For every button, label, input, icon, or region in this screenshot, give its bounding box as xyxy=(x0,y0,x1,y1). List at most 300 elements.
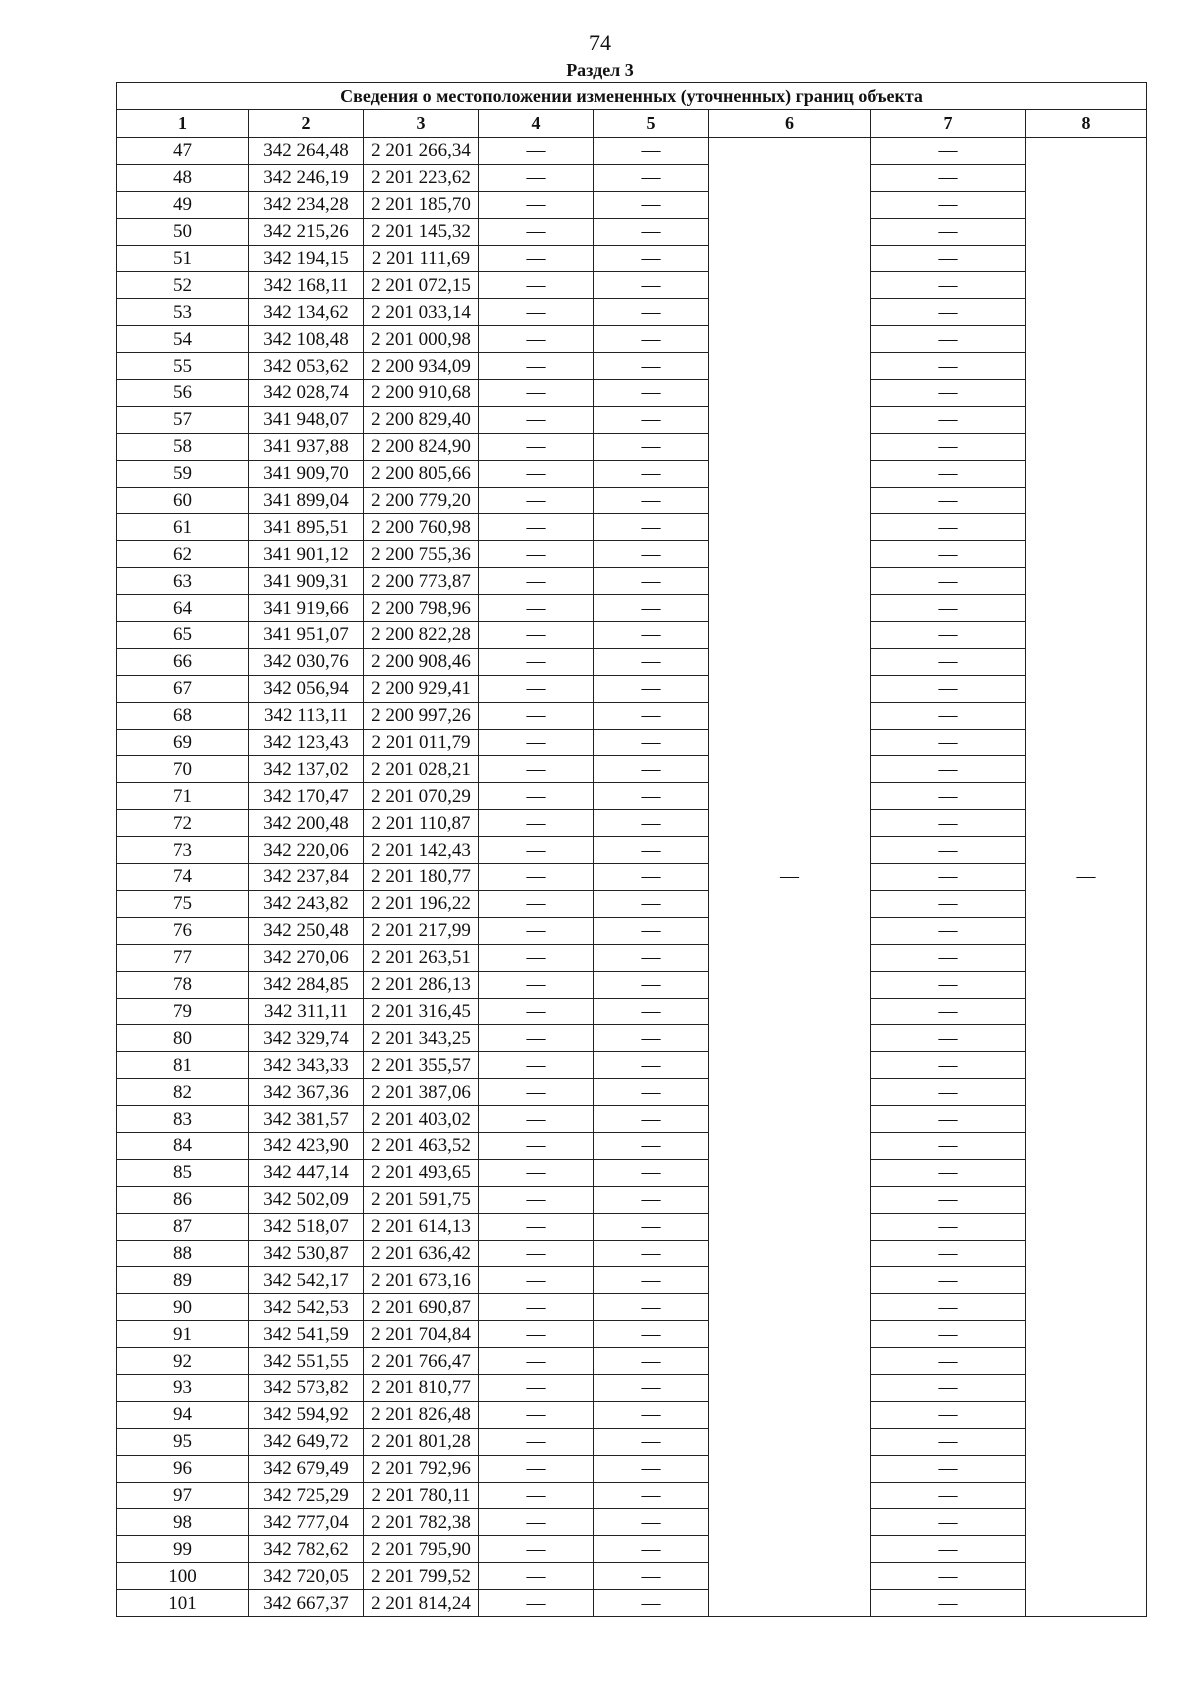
column-7-cell xyxy=(871,1321,1026,1348)
coordinate-x: 342 447,14 xyxy=(249,1159,364,1186)
dash-mark: — xyxy=(641,140,661,162)
coordinate-y: 2 200 773,87 xyxy=(364,568,479,595)
column-4-cell xyxy=(479,1428,594,1455)
dash-mark: — xyxy=(641,866,661,888)
coordinate-y: 2 201 826,48 xyxy=(364,1401,479,1428)
column-5-cell xyxy=(594,783,709,810)
column-7-cell xyxy=(871,1590,1026,1617)
column-4-cell xyxy=(479,433,594,460)
point-number: 70 xyxy=(117,756,249,783)
table-row xyxy=(117,1025,1147,1052)
point-number: 54 xyxy=(117,326,249,353)
point-number: 97 xyxy=(117,1482,249,1509)
column-7-cell xyxy=(871,1159,1026,1186)
dash-mark: — xyxy=(938,1323,958,1345)
dash-mark: — xyxy=(526,785,546,807)
coordinate-y: 2 201 223,62 xyxy=(364,164,479,191)
column-4-cell xyxy=(479,864,594,891)
column-7-cell xyxy=(871,460,1026,487)
point-number: 55 xyxy=(117,353,249,380)
point-number: 50 xyxy=(117,218,249,245)
dash-mark: — xyxy=(938,248,958,269)
coordinate-y: 2 201 673,16 xyxy=(364,1267,479,1294)
column-5-cell xyxy=(594,299,709,326)
dash-mark: — xyxy=(526,893,546,915)
point-number: 62 xyxy=(117,541,249,568)
coordinate-x: 342 530,87 xyxy=(249,1240,364,1267)
dash-mark: — xyxy=(938,1189,958,1211)
dash-mark: — xyxy=(938,1027,958,1049)
table-row xyxy=(117,1536,1147,1563)
dash-mark: — xyxy=(526,355,546,377)
coordinate-y: 2 201 591,75 xyxy=(364,1186,479,1213)
column-5-cell xyxy=(594,1482,709,1509)
coordinate-y: 2 201 316,45 xyxy=(364,998,479,1025)
point-number: 48 xyxy=(117,164,249,191)
dash-mark: — xyxy=(641,1350,661,1372)
column-7-cell xyxy=(871,864,1026,891)
column-7-cell xyxy=(871,702,1026,729)
dash-mark: — xyxy=(641,1404,661,1426)
point-number: 49 xyxy=(117,191,249,218)
dash-mark: — xyxy=(526,167,546,189)
dash-mark: — xyxy=(526,436,546,458)
dash-mark: — xyxy=(938,597,958,619)
point-number: 64 xyxy=(117,595,249,622)
column-header: 3 xyxy=(364,110,479,138)
coordinate-y: 2 201 766,47 xyxy=(364,1348,479,1375)
dash-mark: — xyxy=(641,382,661,404)
column-header: 2 xyxy=(249,110,364,138)
column-4-cell xyxy=(479,1374,594,1401)
coordinate-x: 341 901,12 xyxy=(249,541,364,568)
column-7-cell xyxy=(871,1052,1026,1079)
dash-mark: — xyxy=(938,1269,958,1291)
column-7-cell xyxy=(871,783,1026,810)
dash-mark: — xyxy=(641,1054,661,1076)
column-7-cell xyxy=(871,1348,1026,1375)
coordinate-x: 342 250,48 xyxy=(249,917,364,944)
dash-mark: — xyxy=(938,355,958,377)
column-5-cell xyxy=(594,191,709,218)
dash-mark: — xyxy=(938,920,958,942)
column-4-cell xyxy=(479,1401,594,1428)
column-4-cell xyxy=(479,1240,594,1267)
boundary-coordinates-table xyxy=(116,82,1147,1617)
column-5-cell xyxy=(594,1321,709,1348)
column-4-cell xyxy=(479,1509,594,1536)
column-7-cell xyxy=(871,1025,1026,1052)
dash-mark: — xyxy=(526,1162,546,1184)
point-number: 66 xyxy=(117,648,249,675)
column-5-cell xyxy=(594,810,709,837)
point-number: 53 xyxy=(117,299,249,326)
column-5-cell xyxy=(594,541,709,568)
column-7-cell xyxy=(871,971,1026,998)
coordinate-y: 2 201 142,43 xyxy=(364,837,479,864)
coordinate-x: 342 137,02 xyxy=(249,756,364,783)
point-number: 57 xyxy=(117,406,249,433)
table-row xyxy=(117,380,1147,407)
point-number: 88 xyxy=(117,1240,249,1267)
column-5-cell xyxy=(594,138,709,165)
dash-mark: — xyxy=(641,920,661,942)
dash-mark: — xyxy=(938,1404,958,1426)
column-5-cell xyxy=(594,1132,709,1159)
column-4-cell xyxy=(479,460,594,487)
coordinate-y: 2 201 795,90 xyxy=(364,1536,479,1563)
column-4-cell xyxy=(479,1590,594,1617)
dash-mark: — xyxy=(938,1108,958,1130)
table-row xyxy=(117,1132,1147,1159)
column-7-cell xyxy=(871,514,1026,541)
column-4-cell xyxy=(479,1563,594,1590)
dash-mark: — xyxy=(641,732,661,754)
coordinate-x: 341 937,88 xyxy=(249,433,364,460)
table-row xyxy=(117,1482,1147,1509)
table-row xyxy=(117,917,1147,944)
column-5-cell xyxy=(594,1025,709,1052)
point-number: 69 xyxy=(117,729,249,756)
column-7-cell xyxy=(871,138,1026,165)
dash-mark: — xyxy=(526,597,546,619)
dash-mark: — xyxy=(526,1592,546,1614)
coordinate-x: 342 170,47 xyxy=(249,783,364,810)
dash-mark: — xyxy=(641,812,661,834)
dash-mark: — xyxy=(641,1081,661,1103)
dash-mark: — xyxy=(641,1242,661,1264)
coordinate-x: 342 343,33 xyxy=(249,1052,364,1079)
coordinate-y: 2 200 779,20 xyxy=(364,487,479,514)
column-7-cell xyxy=(871,675,1026,702)
dash-mark: — xyxy=(641,1135,661,1157)
dash-mark: — xyxy=(526,1377,546,1399)
dash-mark: — xyxy=(641,194,661,216)
column-7-cell xyxy=(871,1374,1026,1401)
coordinate-y: 2 201 799,52 xyxy=(364,1563,479,1590)
dash-mark: — xyxy=(526,1000,546,1022)
coordinate-y: 2 200 755,36 xyxy=(364,541,479,568)
table-row xyxy=(117,648,1147,675)
coordinate-x: 342 649,72 xyxy=(249,1428,364,1455)
column-5-cell xyxy=(594,998,709,1025)
column-7-cell xyxy=(871,1079,1026,1106)
table-row xyxy=(117,1401,1147,1428)
dash-mark: — xyxy=(526,1242,546,1264)
column-4-cell xyxy=(479,380,594,407)
dash-mark: — xyxy=(526,947,546,969)
coordinate-y: 2 201 636,42 xyxy=(364,1240,479,1267)
table-caption-row xyxy=(117,83,1147,110)
table-row xyxy=(117,810,1147,837)
column-5-cell xyxy=(594,1294,709,1321)
coordinate-y: 2 201 782,38 xyxy=(364,1509,479,1536)
point-number: 90 xyxy=(117,1294,249,1321)
dash-mark: — xyxy=(641,1511,661,1533)
table-row xyxy=(117,138,1147,165)
dash-mark: — xyxy=(938,1377,958,1399)
table-row xyxy=(117,1052,1147,1079)
coordinate-y: 2 201 614,13 xyxy=(364,1213,479,1240)
column-4-cell xyxy=(479,648,594,675)
column-4-cell xyxy=(479,487,594,514)
dash-mark: — xyxy=(938,167,958,189)
coordinate-x: 342 220,06 xyxy=(249,837,364,864)
table-row xyxy=(117,487,1147,514)
column-5-cell xyxy=(594,595,709,622)
dash-mark: — xyxy=(641,355,661,377)
point-number: 100 xyxy=(117,1563,249,1590)
coordinate-y: 2 200 798,96 xyxy=(364,595,479,622)
column-4-cell xyxy=(479,595,594,622)
table-row xyxy=(117,971,1147,998)
coordinate-x: 342 246,19 xyxy=(249,164,364,191)
column-4-cell xyxy=(479,1321,594,1348)
dash-mark: — xyxy=(938,463,958,485)
dash-mark: — xyxy=(526,1296,546,1318)
point-number: 84 xyxy=(117,1132,249,1159)
point-number: 58 xyxy=(117,433,249,460)
dash-mark: — xyxy=(526,732,546,754)
column-7-cell xyxy=(871,380,1026,407)
dash-mark: — xyxy=(641,1323,661,1345)
dash-mark: — xyxy=(938,1000,958,1022)
dash-mark: — xyxy=(641,758,661,780)
coordinate-x: 342 194,15 xyxy=(249,245,364,272)
dash-mark: — xyxy=(526,1269,546,1291)
dash-mark: — xyxy=(526,1108,546,1130)
table-row xyxy=(117,702,1147,729)
column-4-cell xyxy=(479,1213,594,1240)
table-row xyxy=(117,406,1147,433)
coordinate-y: 2 200 760,98 xyxy=(364,514,479,541)
point-number: 47 xyxy=(117,138,249,165)
coordinate-y: 2 201 263,51 xyxy=(364,944,479,971)
table-header-row xyxy=(117,110,1147,138)
dash-mark: — xyxy=(938,1458,958,1480)
column-5-cell xyxy=(594,702,709,729)
column-7-cell xyxy=(871,299,1026,326)
column-5-cell xyxy=(594,729,709,756)
column-7-cell xyxy=(871,433,1026,460)
coordinate-y: 2 201 072,15 xyxy=(364,272,479,299)
column-4-cell xyxy=(479,191,594,218)
dash-mark: — xyxy=(641,1162,661,1184)
dash-mark: — xyxy=(526,1054,546,1076)
dash-mark: — xyxy=(938,328,958,350)
table-row xyxy=(117,272,1147,299)
coordinate-y: 2 200 910,68 xyxy=(364,380,479,407)
column-4-cell xyxy=(479,568,594,595)
table-row xyxy=(117,433,1147,460)
dash-mark: — xyxy=(641,248,661,269)
dash-mark: — xyxy=(641,301,661,323)
dash-mark: — xyxy=(938,758,958,780)
dash-mark: — xyxy=(526,839,546,861)
table-row xyxy=(117,864,1147,891)
dash-mark: — xyxy=(526,1458,546,1480)
dash-mark: — xyxy=(641,947,661,969)
dash-mark: — xyxy=(526,274,546,296)
dash-mark: — xyxy=(938,1296,958,1318)
coordinate-y: 2 200 908,46 xyxy=(364,648,479,675)
column-7-cell xyxy=(871,218,1026,245)
dash-mark: — xyxy=(526,812,546,834)
column-4-cell xyxy=(479,541,594,568)
table-row xyxy=(117,568,1147,595)
coordinate-y: 2 201 217,99 xyxy=(364,917,479,944)
dash-mark: — xyxy=(641,1484,661,1506)
dash-mark: — xyxy=(526,1350,546,1372)
dash-mark: — xyxy=(938,1350,958,1372)
coordinate-x: 342 542,17 xyxy=(249,1267,364,1294)
column-5-cell xyxy=(594,245,709,272)
table-row xyxy=(117,1455,1147,1482)
column-7-cell xyxy=(871,1186,1026,1213)
column-7-cell xyxy=(871,245,1026,272)
dash-mark: — xyxy=(526,543,546,565)
coordinate-x: 342 053,62 xyxy=(249,353,364,380)
column-5-cell xyxy=(594,433,709,460)
point-number: 74 xyxy=(117,864,249,891)
dash-mark: — xyxy=(938,570,958,592)
point-number: 73 xyxy=(117,837,249,864)
dash-mark: — xyxy=(938,651,958,673)
column-7-cell xyxy=(871,1240,1026,1267)
column-5-cell xyxy=(594,1079,709,1106)
column-5-cell xyxy=(594,1159,709,1186)
column-7-cell xyxy=(871,1294,1026,1321)
dash-mark: — xyxy=(641,463,661,485)
coordinate-x: 341 951,07 xyxy=(249,622,364,649)
coordinate-x: 342 264,48 xyxy=(249,138,364,165)
column-5-cell xyxy=(594,380,709,407)
dash-mark: — xyxy=(938,732,958,754)
coordinate-y: 2 201 111,69 xyxy=(364,245,479,272)
column-7-cell xyxy=(871,353,1026,380)
table-row xyxy=(117,1509,1147,1536)
column-header: 5 xyxy=(594,110,709,138)
column-6-merged-cell xyxy=(709,138,871,1617)
dash-mark: — xyxy=(938,893,958,915)
dash-mark: — xyxy=(938,624,958,646)
dash-mark: — xyxy=(641,624,661,646)
dash-mark: — xyxy=(938,140,958,162)
table-row xyxy=(117,998,1147,1025)
table-caption: Сведения о местоположении измененных (уточненных) границ объекта xyxy=(117,83,1147,110)
coordinate-y: 2 201 110,87 xyxy=(364,810,479,837)
column-8-merged-cell xyxy=(1026,138,1147,1617)
table-row xyxy=(117,191,1147,218)
dash-mark: — xyxy=(938,409,958,431)
table-row xyxy=(117,514,1147,541)
dash-mark: — xyxy=(641,1027,661,1049)
point-number: 91 xyxy=(117,1321,249,1348)
dash-mark: — xyxy=(938,1511,958,1533)
column-4-cell xyxy=(479,971,594,998)
dash-mark: — xyxy=(938,1431,958,1453)
coordinate-x: 342 270,06 xyxy=(249,944,364,971)
dash-mark: — xyxy=(938,1592,958,1614)
column-4-cell xyxy=(479,1348,594,1375)
coordinate-y: 2 201 810,77 xyxy=(364,1374,479,1401)
column-5-cell xyxy=(594,864,709,891)
column-4-cell xyxy=(479,1294,594,1321)
dash-mark: — xyxy=(641,1296,661,1318)
coordinate-y: 2 201 343,25 xyxy=(364,1025,479,1052)
coordinate-y: 2 201 403,02 xyxy=(364,1106,479,1133)
dash-mark: — xyxy=(526,1511,546,1533)
column-7-cell xyxy=(871,541,1026,568)
dash-mark: — xyxy=(938,436,958,458)
column-4-cell xyxy=(479,299,594,326)
point-number: 67 xyxy=(117,675,249,702)
column-7-cell xyxy=(871,729,1026,756)
dash-mark: — xyxy=(641,1189,661,1211)
column-5-cell xyxy=(594,675,709,702)
dash-mark: — xyxy=(641,409,661,431)
column-5-cell xyxy=(594,1240,709,1267)
column-5-cell xyxy=(594,353,709,380)
dash-mark: — xyxy=(526,624,546,646)
dash-mark: — xyxy=(938,1054,958,1076)
column-4-cell xyxy=(479,1482,594,1509)
coordinate-x: 342 108,48 xyxy=(249,326,364,353)
column-4-cell xyxy=(479,272,594,299)
point-number: 98 xyxy=(117,1509,249,1536)
coordinate-y: 2 201 180,77 xyxy=(364,864,479,891)
column-7-cell xyxy=(871,487,1026,514)
table-row xyxy=(117,299,1147,326)
column-5-cell xyxy=(594,1374,709,1401)
coordinate-y: 2 200 997,26 xyxy=(364,702,479,729)
point-number: 81 xyxy=(117,1052,249,1079)
point-number: 60 xyxy=(117,487,249,514)
column-5-cell xyxy=(594,944,709,971)
coordinate-x: 342 311,11 xyxy=(249,998,364,1025)
column-7-cell xyxy=(871,810,1026,837)
table-row xyxy=(117,1374,1147,1401)
column-7-cell xyxy=(871,917,1026,944)
dash-mark: — xyxy=(641,570,661,592)
dash-mark: — xyxy=(938,866,958,888)
column-header: 8 xyxy=(1026,110,1147,138)
coordinate-x: 342 381,57 xyxy=(249,1106,364,1133)
dash-mark: — xyxy=(526,705,546,727)
dash-mark: — xyxy=(938,1565,958,1587)
column-header: 1 xyxy=(117,110,249,138)
column-5-cell xyxy=(594,837,709,864)
coordinate-x: 342 243,82 xyxy=(249,890,364,917)
dash-mark: — xyxy=(938,678,958,700)
table-row xyxy=(117,1106,1147,1133)
point-number: 94 xyxy=(117,1401,249,1428)
column-4-cell xyxy=(479,702,594,729)
column-4-cell xyxy=(479,218,594,245)
column-4-cell xyxy=(479,998,594,1025)
dash-mark: — xyxy=(526,248,546,269)
dash-mark: — xyxy=(526,1565,546,1587)
column-4-cell xyxy=(479,1186,594,1213)
point-number: 89 xyxy=(117,1267,249,1294)
dash-mark: — xyxy=(938,1162,958,1184)
dash-mark: — xyxy=(641,1108,661,1130)
table-row xyxy=(117,675,1147,702)
point-number: 75 xyxy=(117,890,249,917)
column-7-cell xyxy=(871,595,1026,622)
point-number: 101 xyxy=(117,1590,249,1617)
dash-mark: — xyxy=(526,1081,546,1103)
